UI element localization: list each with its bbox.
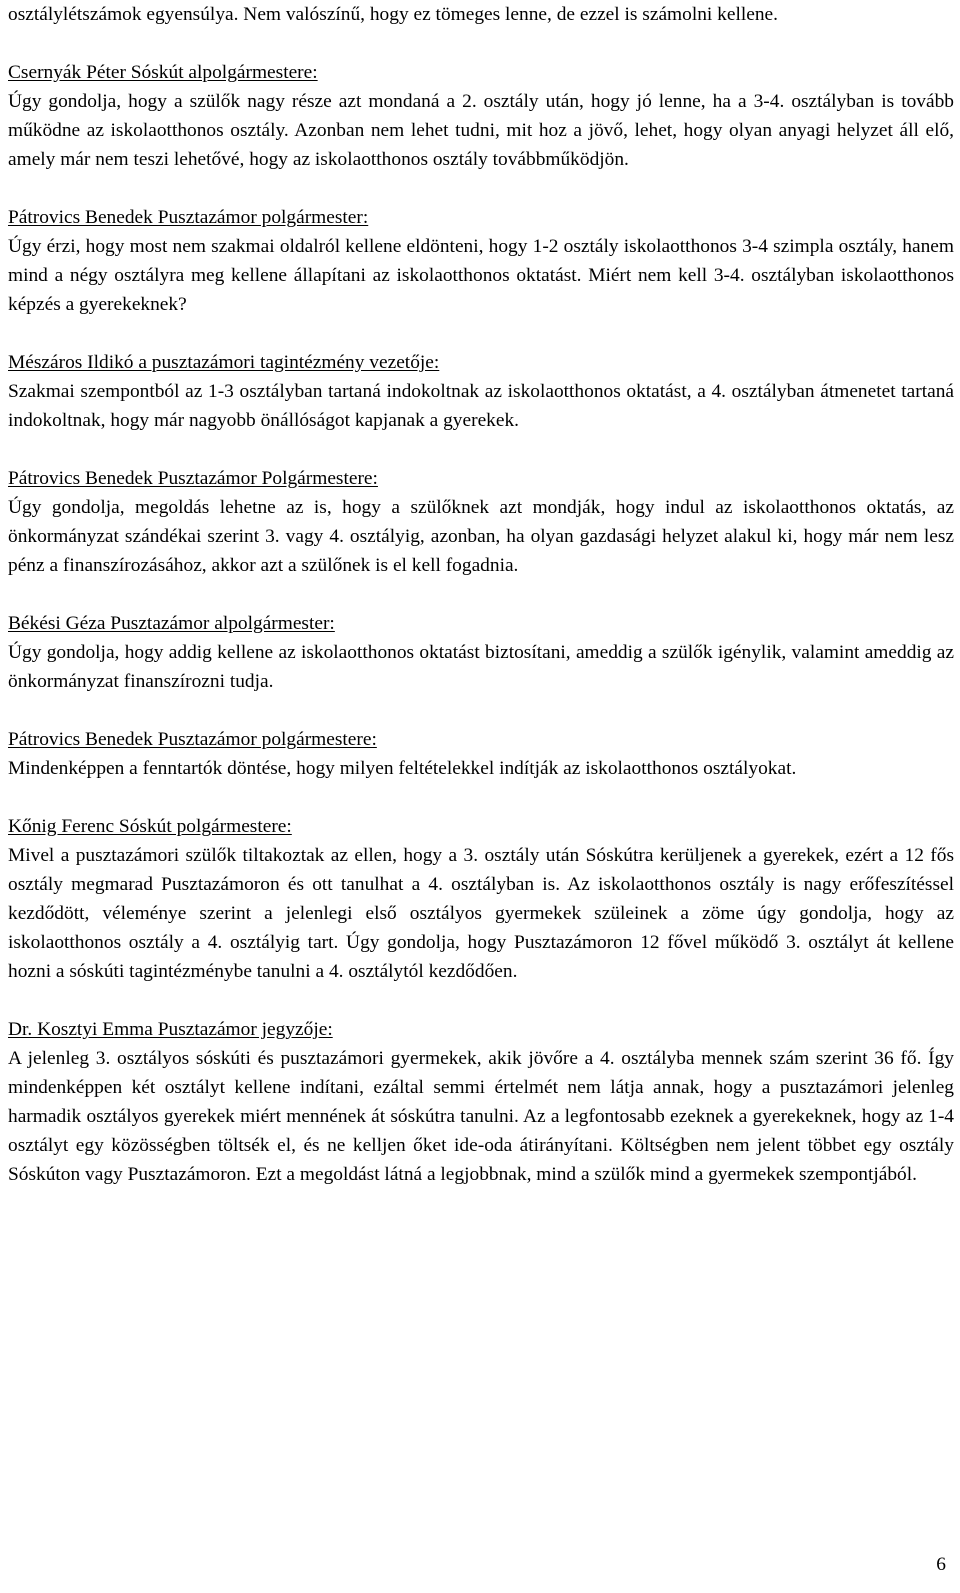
entry	[8, 609, 954, 696]
speaker-heading: Dr. Kosztyi Emma Pusztazámor jegyzője:	[8, 1019, 333, 1040]
entry	[8, 725, 954, 783]
speaker-heading: Pátrovics Benedek Pusztazámor Polgármestere:	[8, 468, 378, 489]
entry	[8, 464, 954, 580]
entry	[8, 812, 954, 986]
entry	[8, 203, 954, 319]
entry	[8, 348, 954, 435]
intro-paragraph: osztálylétszámok egyensúlya. Nem valószínű, hogy ez tömeges lenne, de ezzel is számolni kellene.	[8, 4, 778, 25]
speaker-heading: Békési Géza Pusztazámor alpolgármester:	[8, 613, 335, 634]
speaker-text: Úgy gondolja, megoldás lehetne az is, hogy a szülőknek azt mondják, hogy indul az iskolaotthonos oktatás, az önkormányzat szándékai szerint 3. vagy 4. osztályig, azonban, ha olyan gazdasági helyzet alakul ki, hogy már nem lesz pénz a finanszírozásához, akkor azt a szülőnek is el kell fogadnia.	[8, 497, 954, 576]
entry	[8, 58, 954, 174]
speaker-text: Úgy érzi, hogy most nem szakmai oldalról kellene eldönteni, hogy 1-2 osztály iskolaotthonos 3-4 szimpla osztály, hanem mind a négy osztályra meg kellene állapítani az iskolaotthonos oktatást. Miért nem kell 3-4. osztályban iskolaotthonos képzés a gyerekeknek?	[8, 236, 954, 315]
speaker-text: Mivel a pusztazámori szülők tiltakoztak az ellen, hogy a 3. osztály után Sóskútra kerüljenek a gyerekek, ezért a 12 fős osztály megmarad Pusztazámoron és ott tanulhat a 4. osztályban is. Az iskolaotthonos osztály is nagy erőfeszítéssel kezdődött, véleménye szerint a jelenlegi első osztályos gyermekek szüleinek a zöme úgy gondolja, hogy az iskolaotthonos osztály a 4. osztályig tart. Úgy gondolja, hogy Pusztazámoron 12 fővel működő 3. osztályt át kellene hozni a sóskúti tagintézménybe tanulni a 4. osztálytól kezdődően.	[8, 845, 954, 982]
speaker-text: Úgy gondolja, hogy addig kellene az iskolaotthonos oktatást biztosítani, ameddig a szülők igénylik, valamint ameddig az önkormányzat finanszírozni tudja.	[8, 642, 954, 692]
speaker-heading: Mészáros Ildikó a pusztazámori tagintézmény vezetője:	[8, 352, 440, 373]
entry	[8, 1015, 954, 1189]
speaker-text: Mindenképpen a fenntartók döntése, hogy milyen feltételekkel indítják az iskolaotthonos osztályokat.	[8, 758, 797, 779]
speaker-heading: Pátrovics Benedek Pusztazámor polgármester:	[8, 207, 369, 228]
page-number: 6	[936, 1554, 946, 1575]
speaker-text: A jelenleg 3. osztályos sóskúti és pusztazámori gyermekek, akik jövőre a 4. osztályba mennek szám szerint 36 fő. Így mindenképpen két osztályt kellene indítani, ezáltal semmi értelmét nem látja annak, hogy a pusztazámori jelenleg harmadik osztályos gyerekek miért mennének át sóskútra tanulni. Az a legfontosabb ezeknek a gyerekeknek, hogy az 1-4 osztályt egy közösségben töltsék el, és ne kelljen őket ide-oda átirányítani. Költségben nem jelent többet egy osztály Sóskúton vagy Pusztazámoron. Ezt a megoldást látná a legjobbnak, mind a szülők mind a gyermekek szempontjából.	[8, 1048, 954, 1185]
speaker-heading: Kőnig Ferenc Sóskút polgármestere:	[8, 816, 292, 837]
speaker-text: Úgy gondolja, hogy a szülők nagy része azt mondaná a 2. osztály után, hogy jó lenne, ha a 3-4. osztályban is tovább működne az iskolaotthonos osztály. Azonban nem lehet tudni, mit hoz a jövő, lehet, hogy olyan anyagi helyzet áll elő, amely már nem teszi lehetővé, hogy az iskolaotthonos osztály továbbműködjön.	[8, 91, 954, 170]
speaker-text: Szakmai szempontból az 1-3 osztályban tartaná indokoltnak az iskolaotthonos oktatást, a 4. osztályban átmenetet tartaná indokoltnak, hogy már nagyobb önállóságot kapjanak a gyerekek.	[8, 381, 954, 431]
speaker-heading: Csernyák Péter Sóskút alpolgármestere:	[8, 62, 318, 83]
speaker-heading: Pátrovics Benedek Pusztazámor polgármestere:	[8, 729, 377, 750]
document-page	[8, 0, 954, 1189]
